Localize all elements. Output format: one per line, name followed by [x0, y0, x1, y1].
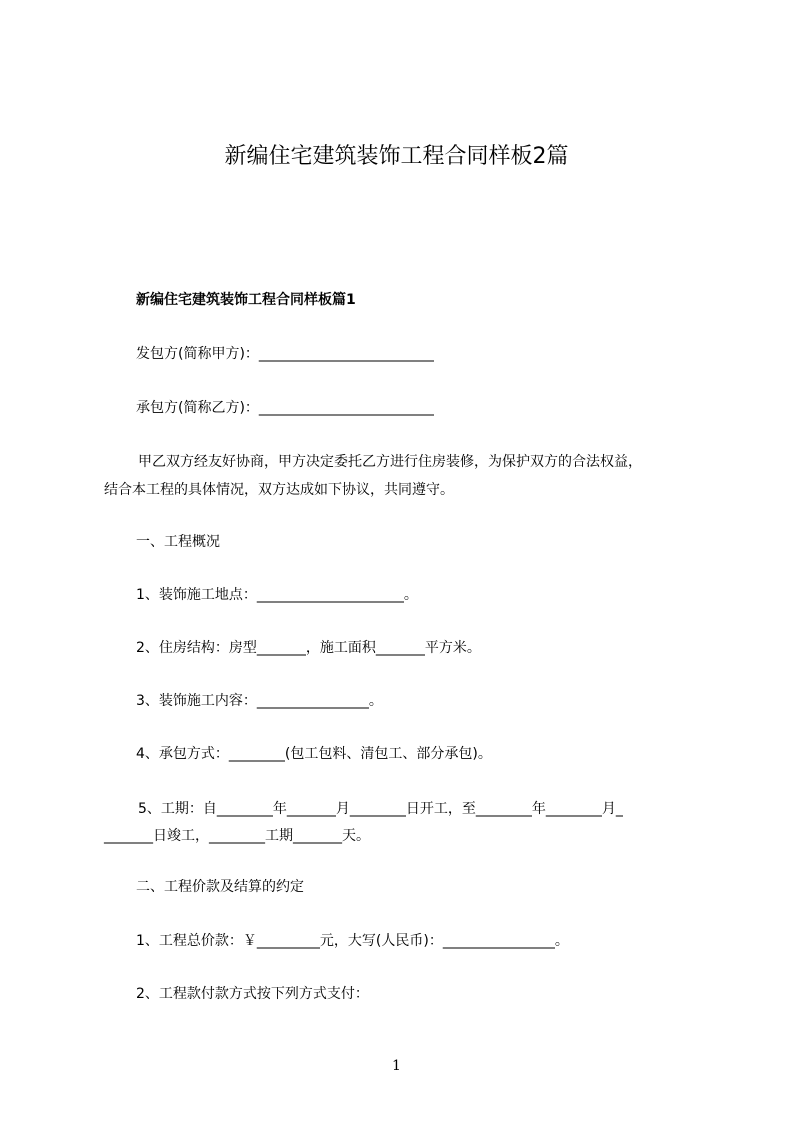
- party-b-line: 承包方(简称乙方)：_________________________: [136, 400, 434, 416]
- item-house-structure: 2、住房结构：房型_______，施工面积_______平方米。: [136, 640, 481, 656]
- section-title: 新编住宅建筑装饰工程合同样板篇1: [136, 292, 356, 308]
- item-contract-method: 4、承包方式：________(包工包料、清包工、部分承包)。: [136, 746, 492, 762]
- party-a-line: 发包方(简称甲方)：_________________________: [136, 346, 434, 362]
- item-payment-method: 2、工程款付款方式按下列方式支付：: [136, 986, 369, 1002]
- item-construction-content: 3、装饰施工内容：________________。: [136, 693, 383, 709]
- page-number: 1: [392, 1058, 401, 1074]
- item-construction-site: 1、装饰施工地点：_____________________。: [136, 587, 418, 603]
- heading-project-overview: 一、工程概况: [136, 534, 220, 550]
- intro-paragraph-line-2: 结合本工程的具体情况，双方达成如下协议，共同遵守。: [104, 482, 454, 498]
- item-schedule-line-1: 5、工期：自________年_______月________日开工，至________年________月_: [138, 801, 623, 817]
- item-schedule-line-2: _______日竣工，________工期_______天。: [104, 828, 370, 844]
- document-title: 新编住宅建筑装饰工程合同样板2篇: [224, 144, 569, 169]
- intro-paragraph-line-1: 甲乙双方经友好协商，甲方决定委托乙方进行住房装修，为保护双方的合法权益，: [138, 454, 642, 470]
- item-total-price: 1、工程总价款：￥_________元，大写(人民币)：________________。: [136, 933, 569, 949]
- heading-price-settlement: 二、工程价款及结算的约定: [136, 879, 304, 895]
